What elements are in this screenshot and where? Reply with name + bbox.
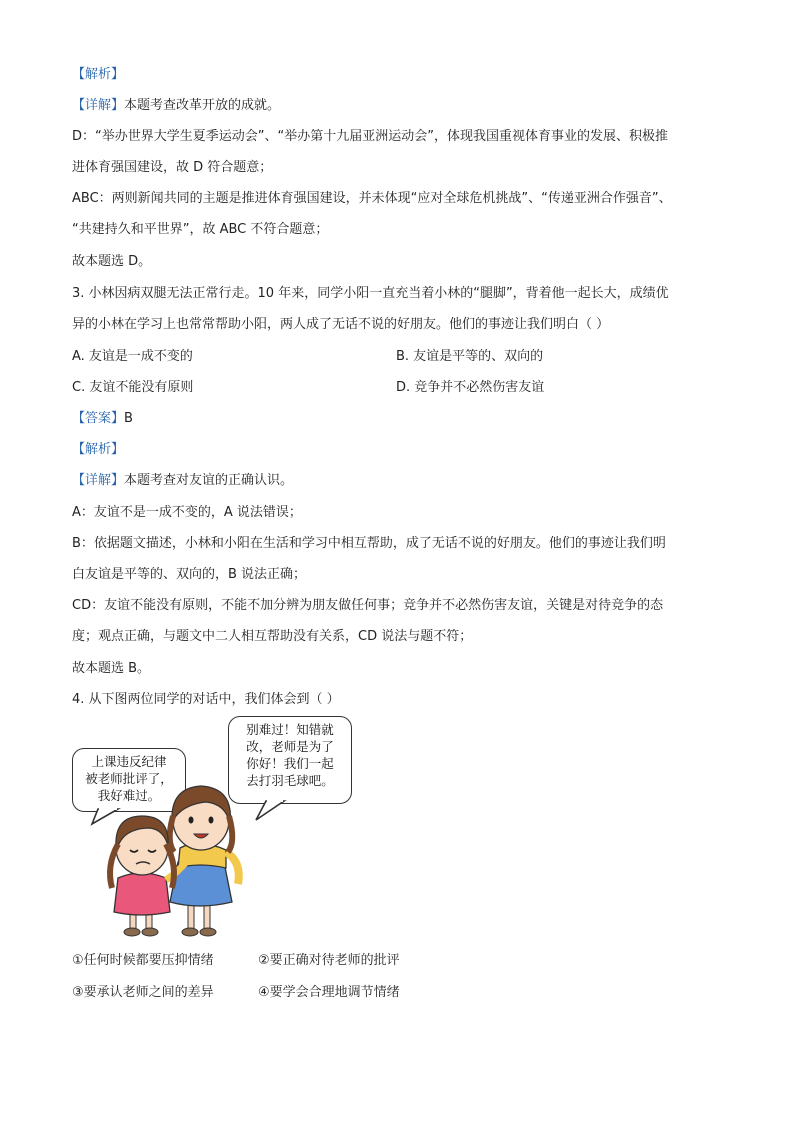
explanation-line: 白友谊是平等的、双向的，B 说法正确； <box>72 567 307 582</box>
option-a: A. 友谊是一成不变的 <box>72 349 193 364</box>
choice-2: ②要正确对待老师的批评 <box>258 953 400 968</box>
conclusion-line: 故本题选 D。 <box>72 254 152 269</box>
girl-right <box>170 786 239 936</box>
explanation-line: D：“举办世界大学生夏季运动会”、“举办第十九届亚洲运动会”，体现我国重视体育事业的发展、积极推 <box>72 129 668 144</box>
choice-4: ④要学会合理地调节情绪 <box>258 985 400 1000</box>
explanation-line: ABC：两则新闻共同的主题是推进体育强国建设，并未体现“应对全球危机挑战”、“传递亚洲合作强音”、 <box>72 191 672 206</box>
option-c: C. 友谊不能没有原则 <box>72 380 194 395</box>
detail-line: 【详解】本题考查对友谊的正确认识。 <box>72 473 294 488</box>
question-stem: 3. 小林因病双腿无法正常行走。10 年来，同学小阳一直充当着小林的“腿脚”，背着他一起长大，成绩优 <box>72 286 669 301</box>
option-b: B. 友谊是平等的、双向的 <box>396 349 544 364</box>
explanation-line: 进体育强国建设，故 D 符合题意； <box>72 160 273 175</box>
explanation-line: 度；观点正确，与题文中二人相互帮助没有关系，CD 说法与题不符； <box>72 629 473 644</box>
speech-bubble-left: 上课违反纪律 被老师批评了， 我好难过。 <box>72 748 186 812</box>
analysis-tag: 【解析】 <box>72 442 125 457</box>
explanation-line: B：依据题文描述，小林和小阳在生活和学习中相互帮助，成了无话不说的好朋友。他们的事迹让我们明 <box>72 536 666 551</box>
conclusion-line: 故本题选 B。 <box>72 661 151 676</box>
speech-bubble-right: 别难过！知错就 改，老师是为了 你好！我们一起 去打羽毛球吧。 <box>228 716 352 804</box>
option-d: D. 竞争并不必然伤害友谊 <box>396 380 545 395</box>
question-stem: 异的小林在学习上也常常帮助小阳，两人成了无话不说的好朋友。他们的事迹让我们明白（ ） <box>72 317 610 332</box>
question-stem: 4. 从下图两位同学的对话中，我们体会到（ ） <box>72 692 340 707</box>
girl-left <box>110 816 186 936</box>
explanation-line: “共建持久和平世界”，故 ABC 不符合题意； <box>72 222 329 237</box>
dialogue-illustration <box>66 712 366 942</box>
explanation-line: A：友谊不是一成不变的，A 说法错误； <box>72 505 302 520</box>
two-girls-cartoon <box>66 712 366 942</box>
choice-3: ③要承认老师之间的差异 <box>72 985 214 1000</box>
answer-line: 【答案】B <box>72 411 133 426</box>
choice-1: ①任何时候都要压抑情绪 <box>72 953 214 968</box>
explanation-line: CD：友谊不能没有原则，不能不加分辨为朋友做任何事；竞争并不必然伤害友谊，关键是对待竞争的态 <box>72 598 664 613</box>
analysis-tag: 【解析】 <box>72 67 125 82</box>
detail-line: 【详解】本题考查改革开放的成就。 <box>72 98 281 113</box>
